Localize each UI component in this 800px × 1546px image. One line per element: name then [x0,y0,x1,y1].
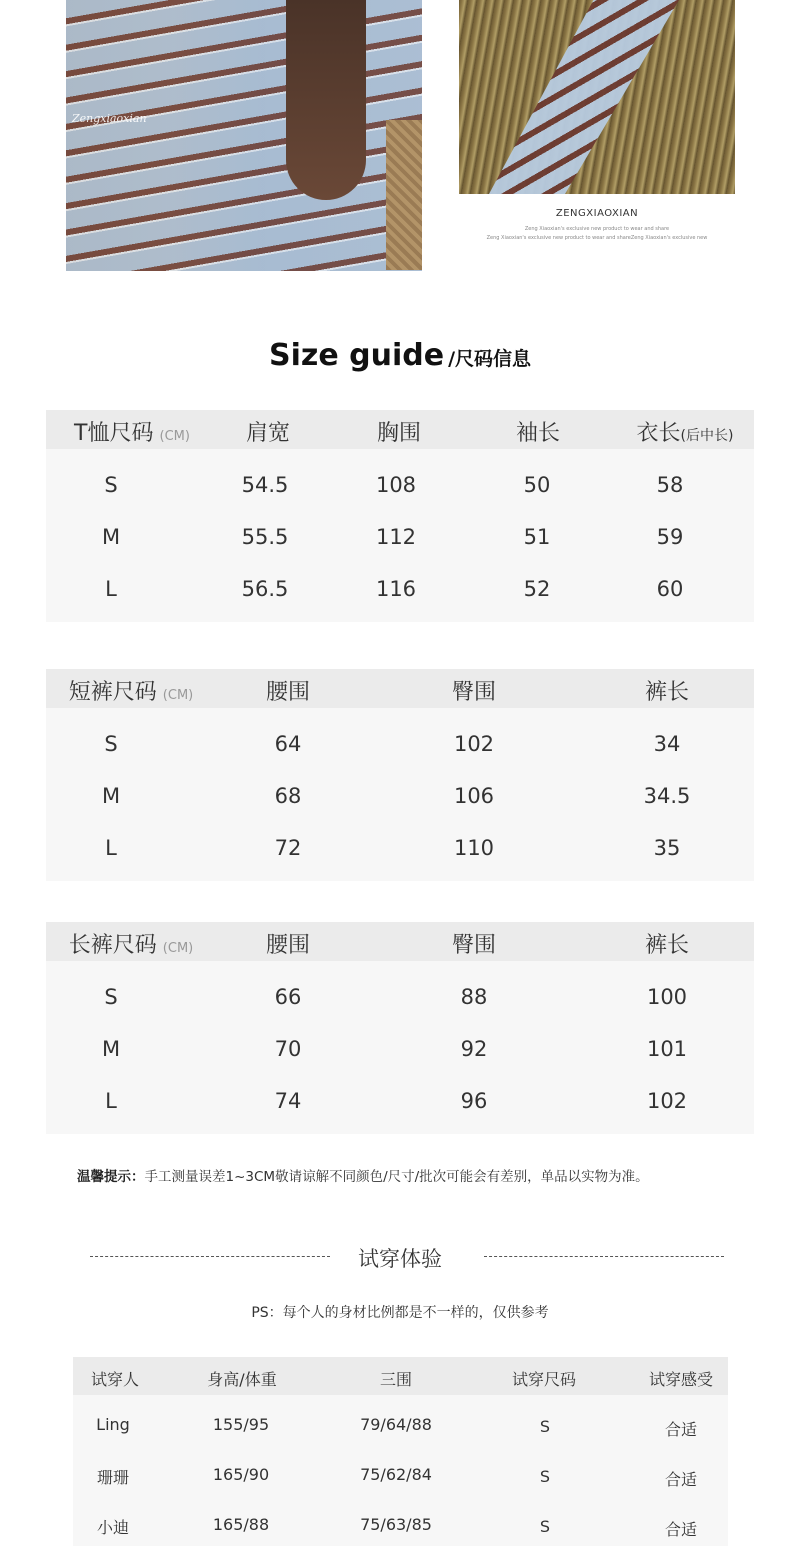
header-hip: 臀围 [451,680,497,705]
hip-cell: 92 [460,1037,488,1061]
header-waist: 腰围 [265,933,311,958]
table-header [46,669,754,708]
size-cell: S [539,1467,551,1486]
hip-cell: 96 [460,1089,488,1113]
table-row [46,1023,754,1075]
header-chest: 胸围 [376,421,422,446]
measurement-tip [77,1165,649,1185]
size-cell: S [104,473,118,497]
height-weight-cell: 155/95 [212,1415,270,1434]
table-row [73,1445,728,1495]
height-weight-cell: 165/88 [212,1515,270,1534]
feeling-cell: 合适 [664,1420,698,1439]
length-cell: 34 [653,732,681,756]
striped-shirt-image [66,0,422,271]
header-size: 短裤尺码 (CM) [68,680,194,705]
length-cell: 35 [653,836,681,860]
table-row [73,1495,728,1545]
length-cell: 101 [646,1037,688,1061]
person-cell: Ling [96,1415,130,1434]
table-row [46,1075,754,1127]
header-person: 试穿人 [90,1370,140,1389]
sleeve-cell: 51 [523,525,551,549]
waist-cell: 74 [274,1089,302,1113]
height-weight-cell: 165/90 [212,1465,270,1484]
shorts-size-table [46,669,754,881]
waist-cell: 70 [274,1037,302,1061]
tryon-note: PS：每个人的身材比例都是不一样的，仅供参考 [251,1305,549,1321]
header-length: 裤长 [644,680,690,705]
table-row [46,459,754,511]
header-length: 裤长 [644,933,690,958]
divider-right [484,1256,724,1257]
header-tryon-size: 试穿尺码 [511,1370,577,1389]
length-cell: 100 [646,985,688,1009]
shoulder-cell: 56.5 [241,577,289,601]
feeling-cell: 合适 [664,1470,698,1489]
header-sleeve: 袖长 [515,421,561,446]
chest-cell: 112 [375,525,417,549]
product-photo-detail [459,0,735,194]
person-cell: 珊珊 [96,1468,130,1487]
size-cell: M [101,784,121,808]
header-size: 长裤尺码 (CM) [68,933,194,958]
table-row [46,718,754,770]
table-row [46,971,754,1023]
header-height-weight: 身高/体重 [207,1370,277,1389]
size-cell: L [105,1089,117,1113]
table-header [46,922,754,961]
size-cell: L [105,836,117,860]
hip-cell: 88 [460,985,488,1009]
model-hair-image [286,0,366,200]
size-guide-heading: Size guide [268,338,445,373]
table-row [46,770,754,822]
tip-label: 温馨提示： [77,1169,145,1185]
pants-size-table [46,922,754,1134]
table-row [46,822,754,874]
table-row [73,1395,728,1445]
chest-cell: 116 [375,577,417,601]
brand-watermark: Zengxiaoxian [72,112,147,125]
waist-cell: 68 [274,784,302,808]
length-cell: 59 [656,525,684,549]
length-cell: 60 [656,577,684,601]
feeling-cell: 合适 [664,1520,698,1539]
header-length: 衣长(后中长) [636,421,734,446]
table-row [46,563,754,615]
hip-cell: 106 [453,784,495,808]
header-waist: 腰围 [265,680,311,705]
length-cell: 58 [656,473,684,497]
table-header [46,410,754,449]
brand-caption [459,208,735,243]
size-cell: M [101,525,121,549]
header-hip: 臀围 [451,933,497,958]
size-cell: S [104,985,118,1009]
table-row [46,511,754,563]
measurements-cell: 75/62/84 [360,1465,432,1484]
striped-sleeve-image [489,0,679,194]
size-cell: S [539,1417,551,1436]
measurements-cell: 79/64/88 [360,1415,432,1434]
chest-cell: 108 [375,473,417,497]
size-guide-title [0,338,800,373]
person-cell: 小迪 [96,1518,130,1537]
length-cell: 102 [646,1089,688,1113]
waist-cell: 72 [274,836,302,860]
tryon-heading [0,1240,800,1274]
tshirt-size-table [46,410,754,622]
tip-text: 手工测量误差1~3CM敬请谅解不同颜色/尺寸/批次可能会有差别，单品以实物为准。 [144,1169,649,1185]
size-guide-subheading: /尺码信息 [448,348,532,370]
sleeve-cell: 52 [523,577,551,601]
waist-cell: 64 [274,732,302,756]
tryon-table [73,1357,728,1546]
hip-cell: 102 [453,732,495,756]
size-cell: S [104,732,118,756]
tryon-title: 试穿体验 [358,1247,442,1271]
size-cell: S [539,1517,551,1536]
table-header [73,1357,728,1395]
measurements-cell: 75/63/85 [360,1515,432,1534]
header-feeling: 试穿感受 [648,1370,714,1389]
header-measurements: 三围 [379,1370,413,1389]
brand-tagline-2: Zeng Xiaoxian's exclusive new product to wear and shareZeng Xiaoxian's exclusive new [486,235,708,241]
brand-name: ZENGXIAOXIAN [555,208,639,219]
brand-tagline-1: Zeng Xiaoxian's exclusive new product to wear and share [524,226,670,232]
product-photo-model [66,0,422,271]
hip-cell: 110 [453,836,495,860]
header-size: T恤尺码 (CM) [74,421,190,446]
size-cell: L [105,577,117,601]
waist-cell: 66 [274,985,302,1009]
woven-bag-image [386,120,422,270]
shoulder-cell: 54.5 [241,473,289,497]
length-cell: 34.5 [643,784,691,808]
header-shoulder: 肩宽 [245,421,291,446]
sleeve-cell: 50 [523,473,551,497]
shoulder-cell: 55.5 [241,525,289,549]
size-cell: M [101,1037,121,1061]
